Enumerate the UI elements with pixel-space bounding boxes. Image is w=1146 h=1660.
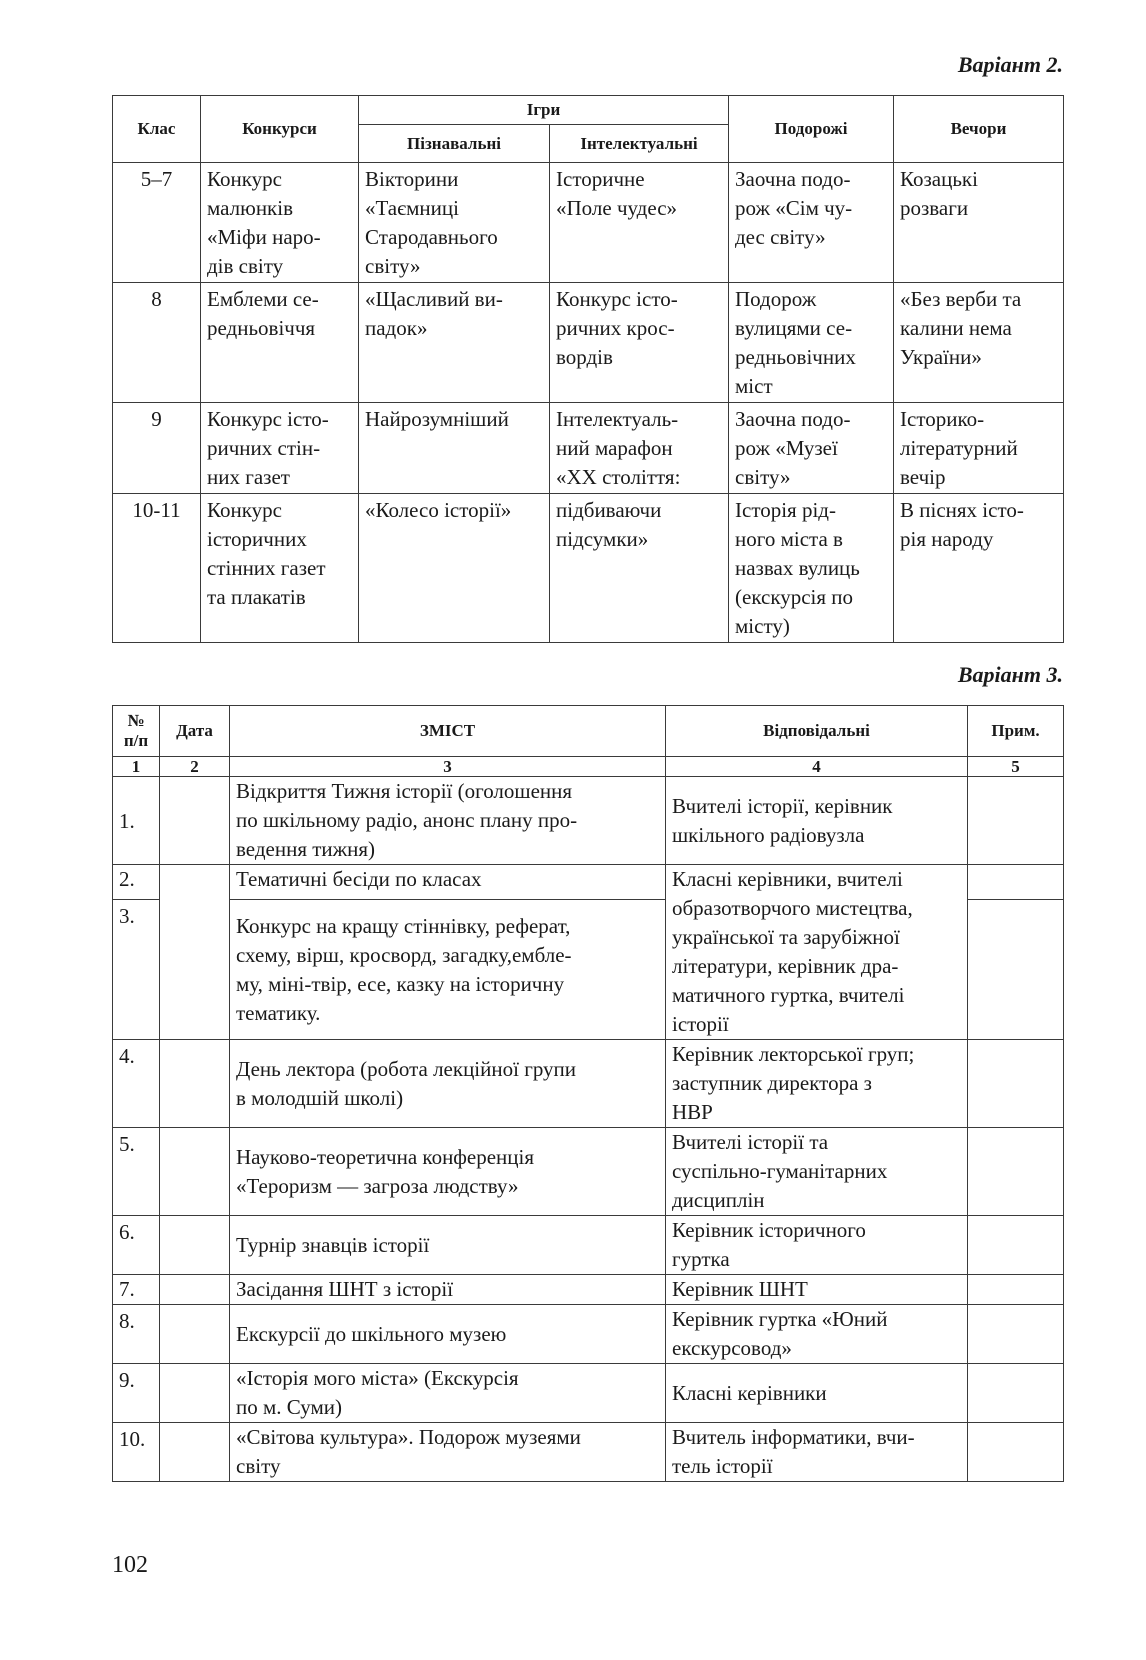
row-content: Науково-теоретична конференція «Тероризм — загроза людству» (230, 1128, 666, 1216)
row-evenings: В піснях істо- рія народу (894, 494, 1064, 643)
row-note (968, 1040, 1064, 1128)
variant-2-table (112, 95, 1064, 643)
row-contests: Емблеми се- редньовіччя (201, 283, 359, 403)
row-note (968, 777, 1064, 865)
row-date (160, 1364, 230, 1423)
row-contests: Конкурс історичних стінних газет та плакатів (201, 494, 359, 643)
header-num: № п/п (113, 706, 160, 757)
column-index: 4 (666, 757, 968, 777)
header-travels: Подорожі (729, 96, 894, 163)
row-evenings: Історико- літературний вечір (894, 403, 1064, 494)
table-row (113, 1423, 1064, 1482)
header-intellectual: Інтелектуальні (550, 125, 729, 163)
row-number: 3. (113, 900, 160, 1040)
row-content: Тематичні бесіди по класах (230, 865, 666, 900)
row-date (160, 1040, 230, 1128)
header-games: Ігри (359, 96, 729, 125)
header-note: Прим. (968, 706, 1064, 757)
row-travels: Заочна подо- рож «Сім чу- дес світу» (729, 163, 894, 283)
row-date (160, 1216, 230, 1275)
table-row (113, 777, 1064, 865)
header-class: Клас (113, 96, 201, 163)
column-index: 1 (113, 757, 160, 777)
row-number: 1. (113, 777, 160, 865)
row-contests: Конкурс істо- ричних стін- них газет (201, 403, 359, 494)
row-number: 10. (113, 1423, 160, 1482)
row-note (968, 900, 1064, 1040)
row-responsible: Керівник ШНТ (666, 1275, 968, 1305)
table-row (113, 163, 1064, 283)
row-content: Конкурс на кращу стіннівку, реферат, схему, вірш, кросворд, загадку,ембле- му, міні-твір, есе, казку на історичну тематику. (230, 900, 666, 1040)
row-note (968, 1128, 1064, 1216)
table-row (113, 1128, 1064, 1216)
row-intellectual: підбиваючи підсумки» (550, 494, 729, 643)
row-content: Турнір знавців історії (230, 1216, 666, 1275)
page-number: 102 (112, 1552, 148, 1578)
row-responsible: Керівник історичного гуртка (666, 1216, 968, 1275)
row-responsible: Класні керівники, вчителі образотворчого мистецтва, української та зарубіжної літератури, керівник дра- матичного гуртка, вчителі історії (666, 865, 968, 1040)
row-content: Відкриття Тижня історії (оголошення по шкільному радіо, анонс плану про- ведення тижня) (230, 777, 666, 865)
row-note (968, 1423, 1064, 1482)
row-note (968, 1216, 1064, 1275)
row-date (160, 865, 230, 1040)
header-responsible: Відповідальні (666, 706, 968, 757)
variant-3-heading: Варіант 3. (957, 662, 1063, 687)
header-evenings: Вечори (894, 96, 1064, 163)
column-index: 3 (230, 757, 666, 777)
row-travels: Заочна подо- рож «Музеї світу» (729, 403, 894, 494)
header-content: ЗМІСТ (230, 706, 666, 757)
row-cognitive: «Щасливий ви- падок» (359, 283, 550, 403)
column-index: 2 (160, 757, 230, 777)
row-content: «Світова культура». Подорож музеями світу (230, 1423, 666, 1482)
table-row (113, 1040, 1064, 1128)
row-content: Екскурсії до шкільного музею (230, 1305, 666, 1364)
row-responsible: Керівник лекторської груп; заступник директора з НВР (666, 1040, 968, 1128)
table-row (113, 403, 1064, 494)
row-number: 6. (113, 1216, 160, 1275)
table-row (113, 865, 1064, 900)
row-number: 7. (113, 1275, 160, 1305)
row-number: 9. (113, 1364, 160, 1423)
variant-2-heading: Варіант 2. (957, 52, 1063, 77)
table-row (113, 1364, 1064, 1423)
row-responsible: Вчитель інформатики, вчи- тель історії (666, 1423, 968, 1482)
row-class: 10-11 (113, 494, 201, 643)
row-date (160, 777, 230, 865)
column-index: 5 (968, 757, 1064, 777)
header-date: Дата (160, 706, 230, 757)
row-cognitive: Вікторини «Таємниці Стародавнього світу» (359, 163, 550, 283)
row-class: 8 (113, 283, 201, 403)
row-date (160, 1305, 230, 1364)
row-note (968, 1364, 1064, 1423)
row-number: 8. (113, 1305, 160, 1364)
table-row (113, 1275, 1064, 1305)
row-responsible: Вчителі історії та суспільно-гуманітарних дисциплін (666, 1128, 968, 1216)
row-note (968, 865, 1064, 900)
row-intellectual: Конкурс істо- ричних крос- вордів (550, 283, 729, 403)
row-travels: Історія рід- ного міста в назвах вулиць (екскурсія по місту) (729, 494, 894, 643)
row-class: 5–7 (113, 163, 201, 283)
row-cognitive: «Колесо історії» (359, 494, 550, 643)
row-class: 9 (113, 403, 201, 494)
row-number: 5. (113, 1128, 160, 1216)
header-cognitive: Пізнавальні (359, 125, 550, 163)
row-intellectual: Історичне «Поле чудес» (550, 163, 729, 283)
variant-3-table (112, 705, 1064, 1482)
row-responsible: Керівник гуртка «Юний екскурсовод» (666, 1305, 968, 1364)
row-intellectual: Інтелектуаль- ний марафон «ХХ століття: (550, 403, 729, 494)
row-date (160, 1275, 230, 1305)
header-contests: Конкурси (201, 96, 359, 163)
row-content: Засідання ШНТ з історії (230, 1275, 666, 1305)
row-evenings: Козацькі розваги (894, 163, 1064, 283)
row-responsible: Класні керівники (666, 1364, 968, 1423)
row-date (160, 1128, 230, 1216)
row-travels: Подорож вулицями се- редньовічних міст (729, 283, 894, 403)
row-evenings: «Без верби та калини нема України» (894, 283, 1064, 403)
table-row (113, 1216, 1064, 1275)
row-responsible: Вчителі історії, керівник шкільного радіовузла (666, 777, 968, 865)
table-row (113, 1305, 1064, 1364)
table-row (113, 494, 1064, 643)
row-contests: Конкурс малюнків «Міфи наро- дів світу (201, 163, 359, 283)
row-cognitive: Найрозумніший (359, 403, 550, 494)
row-content: День лектора (робота лекційної групи в молодшій школі) (230, 1040, 666, 1128)
row-date (160, 1423, 230, 1482)
row-note (968, 1305, 1064, 1364)
row-note (968, 1275, 1064, 1305)
table-row (113, 283, 1064, 403)
row-number: 2. (113, 865, 160, 900)
row-number: 4. (113, 1040, 160, 1128)
row-content: «Історія мого міста» (Екскурсія по м. Суми) (230, 1364, 666, 1423)
